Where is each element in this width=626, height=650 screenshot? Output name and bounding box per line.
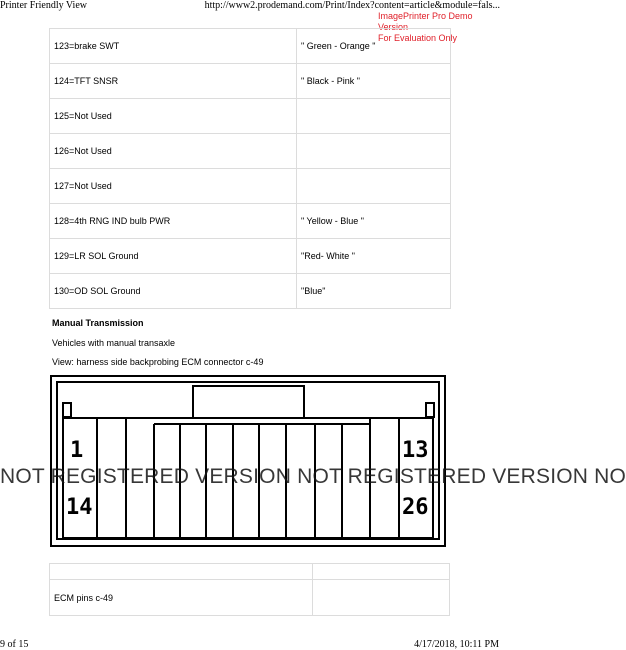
table-row: [50, 169, 451, 204]
pin-cell: 126=Not Used: [50, 134, 297, 169]
demo-notice-line2: For Evaluation Only: [378, 33, 458, 43]
table-row: [50, 99, 451, 134]
demo-notice-line1: ImagePrinter Pro Demo Version: [378, 11, 473, 32]
pin-label-first-bottom: 14: [66, 495, 93, 520]
print-datetime: 4/17/2018, 10:11 PM: [414, 639, 499, 650]
connector-key-left: [63, 403, 71, 417]
table-row: [50, 204, 451, 239]
wire-color-cell: "Blue": [297, 274, 451, 309]
wire-color-cell: [297, 134, 451, 169]
connector-latch: [193, 386, 304, 418]
table-cell: [313, 580, 450, 616]
pin-table: [49, 28, 451, 309]
ecm-pins-label: ECM pins c-49: [50, 580, 313, 616]
table-row: [50, 580, 450, 616]
watermark-text: NOT REGISTERED VERSION NOT REGISTERED VERSION NO: [0, 465, 626, 488]
pin-label-last-bottom: 26: [402, 495, 429, 520]
pin-cell: 130=OD SOL Ground: [50, 274, 297, 309]
table-cell: [50, 564, 313, 580]
page-number: 9 of 15: [0, 639, 29, 650]
ecm-pins-table: [49, 563, 450, 616]
pin-label-first-top: 1: [70, 438, 84, 463]
wire-color-cell: " Black - Pink ": [297, 64, 451, 99]
pin-cell: 129=LR SOL Ground: [50, 239, 297, 274]
table-row: [50, 134, 451, 169]
page-header-url: http://www2.prodemand.com/Print/Index?content=article&module=fals...: [204, 0, 500, 11]
wire-color-cell: "Red- White ": [297, 239, 451, 274]
wire-color-cell: [297, 169, 451, 204]
connector-key-right: [426, 403, 434, 417]
section-subtitle: Vehicles with manual transaxle: [52, 338, 176, 348]
pin-label-last-top: 13: [402, 438, 429, 463]
pin-cell: 124=TFT SNSR: [50, 64, 297, 99]
connector-diagram: [50, 375, 446, 547]
page-header-title: Printer Friendly View: [0, 0, 87, 11]
pin-cell: 128=4th RNG IND bulb PWR: [50, 204, 297, 239]
wire-color-cell: " Yellow - Blue ": [297, 204, 451, 239]
table-cell: [313, 564, 450, 580]
table-row: [50, 29, 451, 64]
wire-color-cell: [297, 99, 451, 134]
pin-cell: 127=Not Used: [50, 169, 297, 204]
table-row: [50, 64, 451, 99]
view-caption: View: harness side backprobing ECM connector c-49: [52, 357, 264, 367]
wire-color-cell: " Green - Orange ": [297, 29, 451, 64]
pin-cell: 123=brake SWT: [50, 29, 297, 64]
table-row: [50, 274, 451, 309]
section-title: Manual Transmission: [52, 318, 144, 328]
table-row: [50, 239, 451, 274]
pin-cell: 125=Not Used: [50, 99, 297, 134]
table-row: [50, 564, 450, 580]
